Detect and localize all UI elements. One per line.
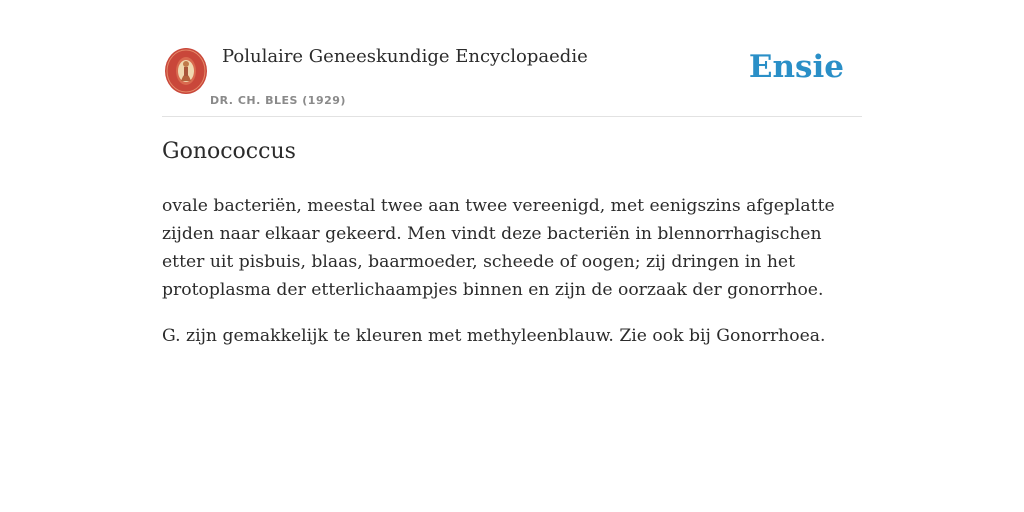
brand-logo[interactable]: Ensie: [748, 49, 844, 85]
book-author: DR. CH. BLES (1929): [210, 94, 346, 107]
book-title[interactable]: Polulaire Geneeskundige Encyclopaedie: [222, 46, 588, 67]
entry-paragraph: ovale bacteriën, meestal twee aan twee vereenigd, met eenigszins afgeplatte zijden naar elkaar gekeerd. Men vindt deze bacteriën in blennorrhagischen etter uit pisbuis, blaas, baarmoeder, scheede of oogen; zij dringen in het protoplasma der etterlichaampjes binnen en zijn de oorzaak der gonorrhoe.: [162, 196, 835, 300]
header: [162, 40, 862, 117]
entry-title: Gonococcus: [162, 139, 296, 164]
book-cover-icon[interactable]: [164, 47, 208, 95]
entry-body: [162, 192, 867, 368]
entry-paragraph: G. zijn gemakkelijk te kleuren met methyleenblauw. Zie ook bij Gonorrhoea.: [162, 326, 826, 346]
